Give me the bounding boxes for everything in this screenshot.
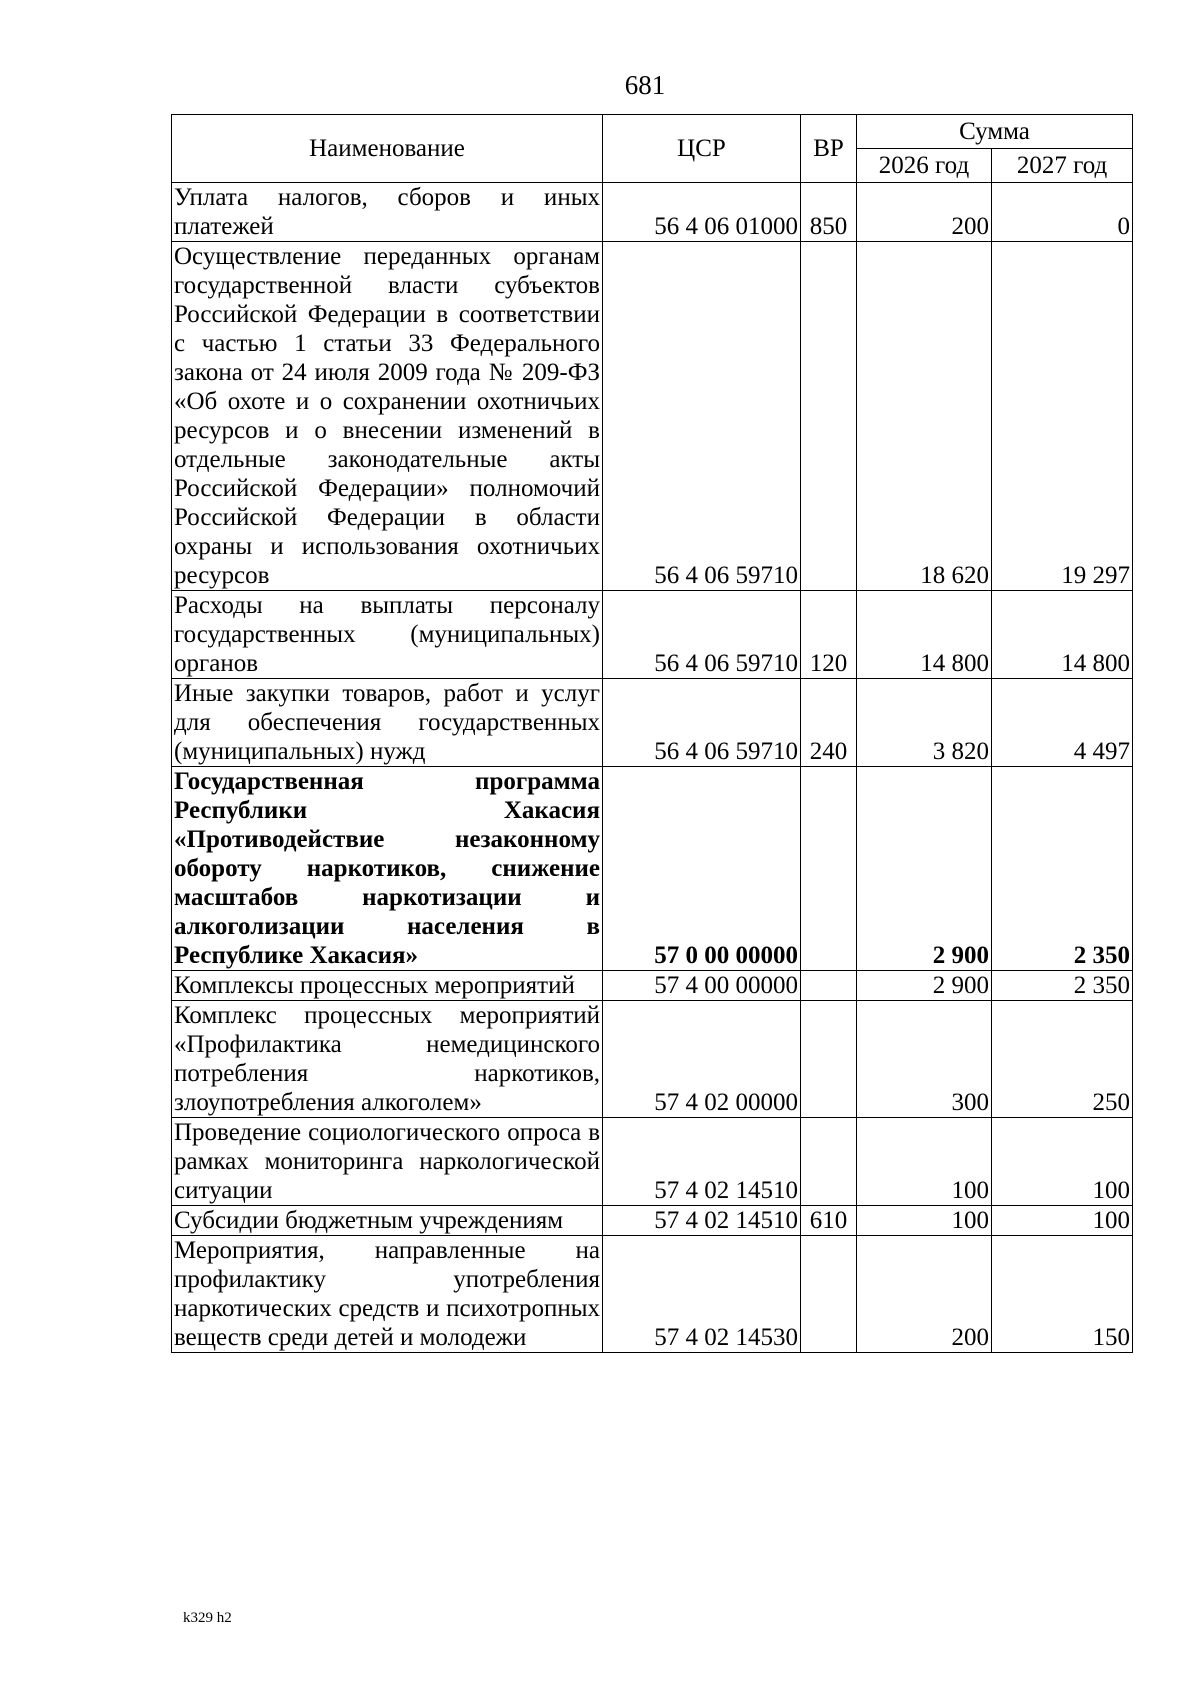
amount-2027-cell: 150	[992, 1236, 1133, 1353]
csr-cell: 56 4 06 59710	[603, 679, 801, 767]
name-cell: Расходы на выплаты персоналу государственных (муниципальных) органов	[172, 591, 603, 679]
vr-cell	[801, 1001, 857, 1118]
table-row	[172, 1001, 1133, 1118]
csr-cell: 57 4 00 00000	[603, 971, 801, 1001]
vr-cell: 240	[801, 679, 857, 767]
vr-cell	[801, 1236, 857, 1353]
name-cell: Комплекс процессных мероприятий «Профилактика немедицинского потребления наркотиков, злоупотребления алкоголем»	[172, 1001, 603, 1118]
amount-2027-cell: 250	[992, 1001, 1133, 1118]
vr-cell: 850	[801, 183, 857, 242]
name-cell: Комплексы процессных мероприятий	[172, 971, 603, 1001]
page-number: 681	[624, 70, 666, 100]
table-row	[172, 591, 1133, 679]
vr-cell: 120	[801, 591, 857, 679]
csr-cell: 56 4 06 59710	[603, 242, 801, 591]
vr-cell	[801, 767, 857, 971]
table-header	[172, 115, 1133, 183]
amount-2027-cell: 14 800	[992, 591, 1133, 679]
header-csr: ЦСР	[603, 115, 801, 183]
amount-2026-cell: 2 900	[857, 767, 992, 971]
header-year-2027: 2027 год	[992, 149, 1133, 183]
header-name: Наименование	[172, 115, 603, 183]
amount-2027-cell: 0	[992, 183, 1133, 242]
name-cell: Субсидии бюджетным учреждениям	[172, 1206, 603, 1236]
name-cell: Мероприятия, направленные на профилактику употребления наркотических средств и психотропных веществ среди детей и молодежи	[172, 1236, 603, 1353]
csr-cell: 57 4 02 14510	[603, 1206, 801, 1236]
header-sum: Сумма	[857, 115, 1133, 149]
amount-2027-cell: 19 297	[992, 242, 1133, 591]
amount-2026-cell: 3 820	[857, 679, 992, 767]
name-cell: Осуществление переданных органам государственной власти субъектов Российской Федерации в соответствии с частью 1 статьи 33 Федерального закона от 24 июля 2009 года № 209-ФЗ «Об охоте и о сохранении охотничьих ресурсов и о внесении изменений в отдельные законодательные акты Российской Федерации» полномочий Российской Федерации в области охраны и использования охотничьих ресурсов	[172, 242, 603, 591]
name-cell: Государственная программа Республики Хакасия «Противодействие незаконному обороту наркотиков, снижение масштабов наркотизации и алкоголизации населения в Республике Хакасия»	[172, 767, 603, 971]
amount-2027-cell: 4 497	[992, 679, 1133, 767]
table-row	[172, 1236, 1133, 1353]
csr-cell: 56 4 06 01000	[603, 183, 801, 242]
table-row	[172, 242, 1133, 591]
table-body	[172, 183, 1133, 1353]
amount-2027-cell: 2 350	[992, 971, 1133, 1001]
vr-cell: 610	[801, 1206, 857, 1236]
vr-cell	[801, 1118, 857, 1206]
amount-2026-cell: 14 800	[857, 591, 992, 679]
table-row	[172, 679, 1133, 767]
name-cell: Иные закупки товаров, работ и услуг для обеспечения государственных (муниципальных) нужд	[172, 679, 603, 767]
header-vr: ВР	[801, 115, 857, 183]
header-year-2026: 2026 год	[857, 149, 992, 183]
csr-cell: 57 4 02 00000	[603, 1001, 801, 1118]
amount-2026-cell: 100	[857, 1206, 992, 1236]
amount-2027-cell: 2 350	[992, 767, 1133, 971]
csr-cell: 57 4 02 14510	[603, 1118, 801, 1206]
csr-cell: 56 4 06 59710	[603, 591, 801, 679]
name-cell: Уплата налогов, сборов и иных платежей	[172, 183, 603, 242]
table-row	[172, 971, 1133, 1001]
vr-cell	[801, 971, 857, 1001]
table-row	[172, 767, 1133, 971]
amount-2026-cell: 2 900	[857, 971, 992, 1001]
amount-2026-cell: 200	[857, 183, 992, 242]
table-row	[172, 183, 1133, 242]
footer-code: k329 h2	[183, 1610, 232, 1626]
amount-2027-cell: 100	[992, 1118, 1133, 1206]
table-row	[172, 1118, 1133, 1206]
amount-2026-cell: 300	[857, 1001, 992, 1118]
amount-2026-cell: 18 620	[857, 242, 992, 591]
table-row	[172, 1206, 1133, 1236]
amount-2026-cell: 200	[857, 1236, 992, 1353]
csr-cell: 57 0 00 00000	[603, 767, 801, 971]
budget-table	[171, 114, 1133, 1353]
vr-cell	[801, 242, 857, 591]
name-cell: Проведение социологического опроса в рамках мониторинга наркологической ситуации	[172, 1118, 603, 1206]
csr-cell: 57 4 02 14530	[603, 1236, 801, 1353]
amount-2026-cell: 100	[857, 1118, 992, 1206]
amount-2027-cell: 100	[992, 1206, 1133, 1236]
